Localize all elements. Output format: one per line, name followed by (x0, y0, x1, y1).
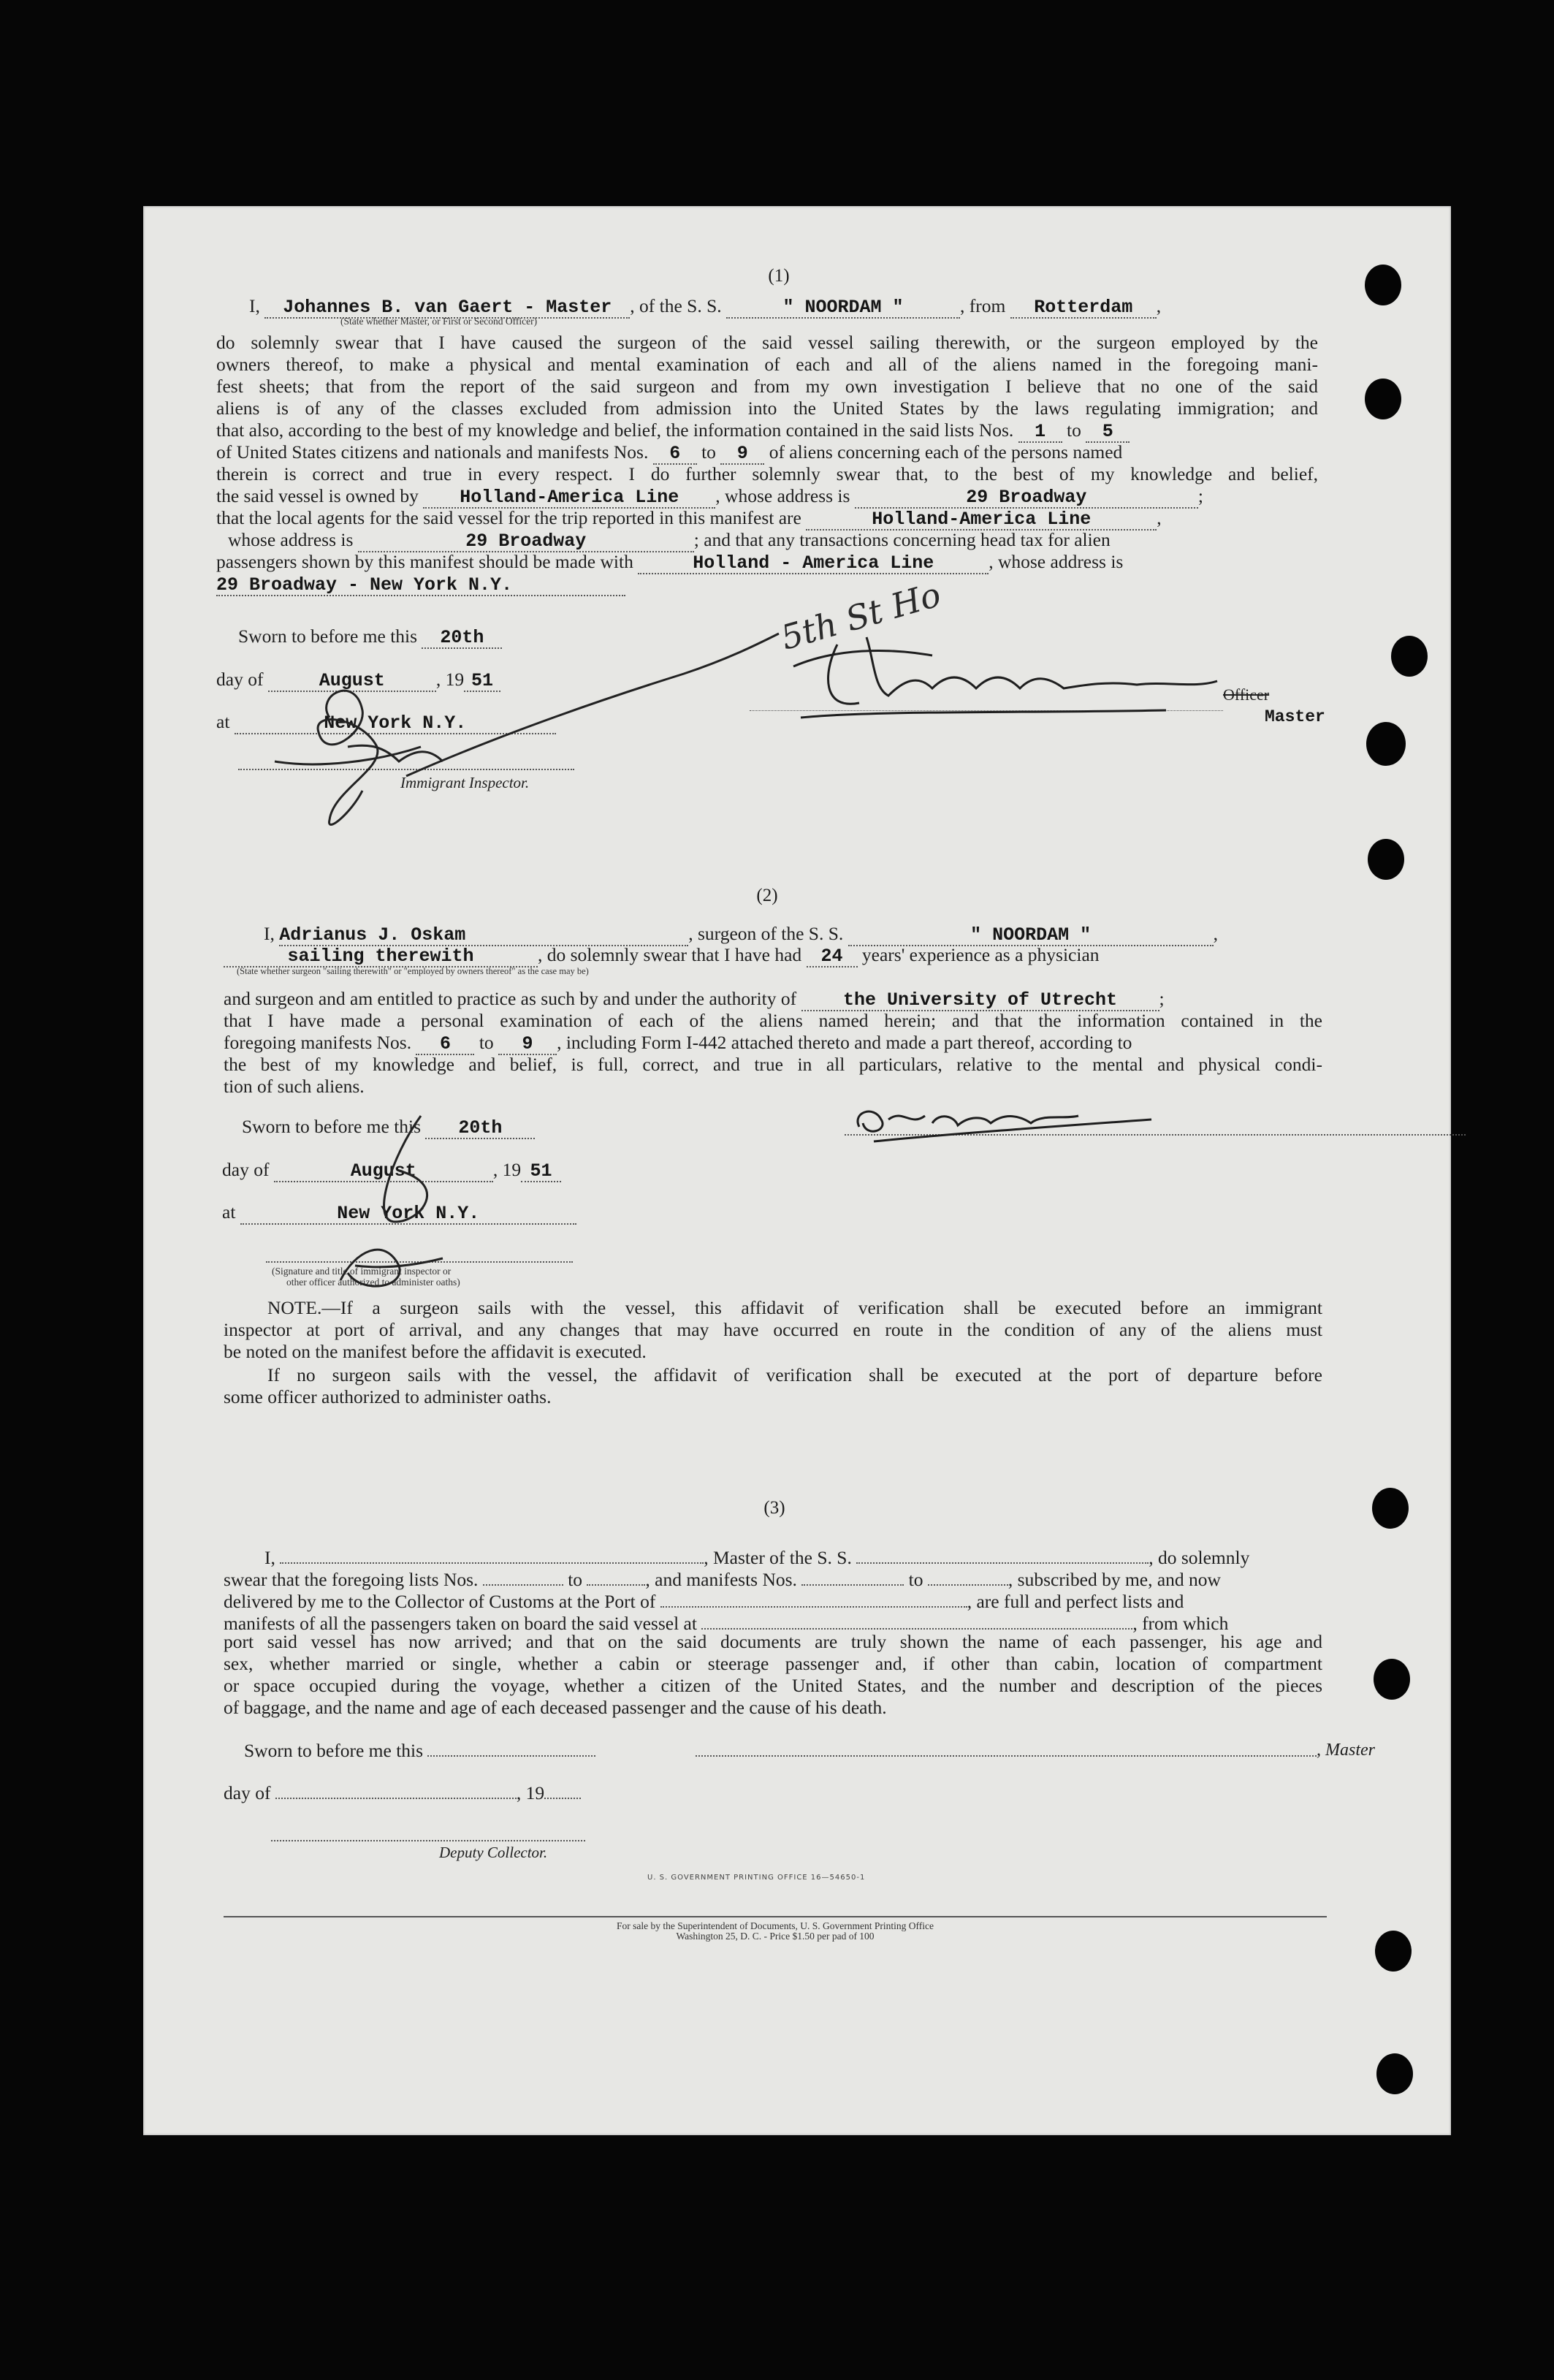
manifests-to-blank (928, 1565, 1008, 1586)
master-label-3: , Master (1317, 1741, 1375, 1760)
binder-hole-1 (1365, 265, 1401, 305)
master-blank-3 (280, 1543, 704, 1564)
agents-address-field: 29 Broadway (358, 532, 694, 552)
manifest-page: (1) I, Johannes B. van Gaert - Master , of the S. S. " NOORDAM " , from Rotterdam , (State whether Master, or First or Second Officer) do solemnly swear that I have caused the surgeon of the said vessel sailing therewith, or the surgeon employed by the owners thereof, to make a physical and mental examination of each and all of the aliens named in the foregoing mani- fest sheets; that from the report of the said surgeon and from my own investigation I believe that no one of the said aliens is of any of the classes excluded from admission into the United States by the laws regulating immigration; and that also, according to the best of my knowledge and belief, the information contained in the said lists Nos. 1 to 5 of United States citizens and nationals and manifests Nos. 6 to 9 of aliens concerning each of the persons named therein is correct and true in every respect. I do further solemnly swear that, to the best of my knowledge and belief, the said vessel is owned by Holland-America Line , whose address is 29 Broadway ; that the local agents for the said vessel for the trip reported in this manifest are Holland-America Line , whose address is 29 Broadway ; and that any transactions concerning head tax for alien passengers shown by this manifest should be made with Holland - America Line , whose address is 29 Broadway - New York N.Y. Sworn to before me this 20th day of August , 19 51 at New York N.Y. Immigrant Inspector. Officer Master 5th St Ho (2) I, Adrianus J. Oskam , surgeon of the S. S. " NOORDAM " , sailing therewith , do solemnly swear that I have had 24 years' experience as a physician (State whether surgeon "sailing therewith" or "employed by owners thereof" as the case may be) and surgeon and am entitled to practice as such by and under the authority of the University of Utrecht ; that I have made a personal examination of each of the aliens named herein; and that the information contained in the foregoing manifests Nos. 6 to 9 , including Form I-442 attached thereto and made a part thereof, according to the best of my knowledge and belief, is full, correct, and true in all particulars, relative to the mental and physical condi- tion of such aliens. Sworn to before me this 20th day of August , 19 51 at New York N.Y. (Signature and title of immigrant inspector or other officer authorized to administer oaths) NOTE.—If a surgeon sails with the vessel, this affidavit of verification shall be executed before an immigrant inspector at port of arrival, and any changes that may have occurred en route in the condition of any of the aliens must be noted on the manifest before the affidavit is executed. If no surgeon sails with the vessel, the affidavit of verification shall be executed at the port of departure before some officer authorized to administer oaths. (3) I, , Master of the S. S. , do solemnly swear that the foregoing lists Nos. to , and manifests Nos. to , subscribed by me, and now delivered by me to the Collector of Customs at the Port of , are full and perfect lists and manifests of all the passengers taken on board the said vessel at , from which port said vessel has now arrived; and that on the said documents are truly shown the name of each passenger, his age and sex, whether married or single, whether a cabin or steerage passenger and, if other than cabin, location of compartment or space occupied during the voyage, whether a citizen of the United States, and the number and description of the pieces of baggage, and the name and age of each deceased passenger and the cause of his death. Sworn to before me this , Master day of , 19 Deputy Collector. U. S. GOVERNMENT PRINTING OFFICE 16—54650-1 For sale by the Superintendent of Documents, U. S. Government Printing Office Washington 25, D. C. - Price $1.50 per pad of 100 (143, 206, 1451, 2135)
master-signature (829, 637, 1217, 704)
section-2-number: (2) (756, 886, 778, 905)
lists-from-blank (483, 1565, 563, 1586)
month-2: August (274, 1162, 493, 1182)
manifests-from-blank (801, 1565, 904, 1586)
headtax-address-field: 29 Broadway - New York N.Y. (216, 576, 625, 596)
owner-address-field: 29 Broadway (855, 488, 1198, 509)
annotation-stroke (406, 634, 779, 776)
year-1: 51 (464, 672, 500, 692)
binder-hole-9 (1376, 2053, 1413, 2094)
inspector-signature-2 (340, 1116, 443, 1286)
sale-line-1: For sale by the Superintendent of Documents, U. S. Government Printing Office (617, 1920, 934, 1931)
manifests-to: 9 (720, 444, 764, 465)
signatures-section-2 (143, 1046, 1451, 1339)
sailing-note: (State whether surgeon "sailing therewith" or "employed by owners thereof" as the case may be) (237, 966, 589, 976)
inspector-signature-1 (318, 691, 378, 824)
vessel-name-field: " NOORDAM " (726, 298, 960, 319)
vessel-name-field-2: " NOORDAM " (848, 926, 1214, 946)
master-line: I, Johannes B. van Gaert - Master , of the S. S. " NOORDAM " , from Rotterdam , (249, 295, 1162, 318)
month-1: August (268, 672, 436, 692)
place-2: New York N.Y. (240, 1204, 576, 1225)
inspector-title: Immigrant Inspector. (400, 774, 530, 791)
gpo-imprint: U. S. GOVERNMENT PRINTING OFFICE 16—54650-1 (647, 1874, 866, 1882)
officer-struck: Officer (1223, 685, 1270, 704)
years-field: 24 (807, 947, 858, 967)
port-blank (660, 1587, 967, 1608)
section-1-sworn: Sworn to before me this 20th (238, 626, 750, 647)
section-2: I, Adrianus J. Oskam , surgeon of the S. S. " NOORDAM " , (264, 923, 1219, 946)
section-1-body: do solemnly swear that I have caused the surgeon of the said vessel sailing therewith, or the surgeon employed by the owners thereof, to make a physical and mental examination of each and all of the aliens named in the foregoing mani- fest sheets; that from the report of the said surgeon and from my own investigation I believe that no one of the said aliens is of any of the classes excluded from admission into the United States by the laws regulating immigration; and that also, according to the best of my knowledge and belief, the information contained in the said lists Nos. 1 to 5 of United States citizens and nationals and manifests Nos. 6 to 9 of aliens concerning each of the persons named therein is correct and true in every respect. I do further solemnly swear that, to the best of my knowledge and belief, the said vessel is owned by Holland-America Line , whose address is 29 Broadway ; that the local agents for the said vessel for the trip reported in this manifest are Holland-America Line , whose address is 29 Broadway ; and that any transactions concerning head tax for alien passengers shown by this manifest should be made with Holland - America Line , whose address is 29 Broadway - New York N.Y. (216, 332, 1318, 596)
binder-hole-2 (1365, 379, 1401, 419)
note-line-1: NOTE.—If a surgeon sails with the vessel, this affidavit of verification shall be executed before an immigrant (267, 1297, 1322, 1318)
lists-from: 1 (1018, 422, 1062, 443)
deputy-collector: Deputy Collector. (439, 1844, 548, 1861)
master-stamp: Master (1265, 707, 1325, 726)
binder-hole-6 (1372, 1488, 1409, 1529)
section-3-number: (3) (763, 1498, 785, 1518)
lists-to: 5 (1086, 422, 1130, 443)
manifests-from-2: 6 (416, 1035, 474, 1055)
lists-to-blank (587, 1565, 645, 1586)
surgeon-name-field: Adrianus J. Oskam (279, 926, 688, 946)
surgeon-signature (858, 1111, 1151, 1141)
section-3-sworn: Sworn to before me this (244, 1736, 755, 1758)
authority-field: the University of Utrecht (801, 991, 1159, 1011)
agents-field: Holland-America Line (806, 510, 1157, 531)
manifests-from: 6 (653, 444, 697, 465)
place-1: New York N.Y. (235, 714, 556, 734)
binder-hole-3 (1391, 636, 1428, 677)
sig-note-1: (Signature and title of immigrant inspector or (272, 1266, 452, 1277)
binder-hole-8 (1375, 1931, 1412, 1972)
from-port-field: Rotterdam (1010, 298, 1157, 319)
master-state-note: (State whether Master, or First or Second Officer) (340, 316, 538, 327)
section-1-number: (1) (768, 266, 790, 286)
note-block: NOTE.—If a surgeon sails with the vessel, this affidavit of verification shall be executed before an immigrant inspector at port of arrival, and any changes that may have occurred en route in the condition of any of the aliens must be noted on the manifest before the affidavit is executed. If no surgeon sails with the vessel, the affidavit of verification shall be executed at the port of departure before some officer authorized to administer oaths. (224, 1297, 1322, 1407)
binder-hole-7 (1374, 1659, 1410, 1700)
section-3: I, , Master of the S. S. , do solemnly swear that the foregoing lists Nos. to , and manifests Nos. to , subscribed by me, and now delivered by me to the Collector of Customs at the Port of , are full and perfect lists and manifests of all the passengers taken on board the said vessel at , from which (224, 1543, 1378, 1631)
headtax-agent-field: Holland - America Line (638, 554, 989, 574)
owner-field: Holland-America Line (423, 488, 715, 509)
binder-hole-4 (1366, 722, 1406, 766)
binder-hole-5 (1368, 839, 1404, 880)
section-2-sworn: Sworn to before me this 20th (242, 1116, 753, 1138)
master-name-field: Johannes B. van Gaert - Master (264, 298, 630, 319)
ss-label: S. S. (687, 295, 722, 316)
sworn-day-1: 20th (422, 628, 502, 649)
section-2-body: and surgeon and am entitled to practice as such by and under the authority of the University of Utrecht ; that I have made a personal examination of each of the aliens named herein; and that the information contained in the foregoing manifests Nos. 6 to 9 , including Form I-442 attached thereto and made a part thereof, according to the best of my knowledge and belief, is full, correct, and true in all particulars, relative to the mental and physical condi- tion of such aliens. (224, 988, 1322, 1097)
handwritten-annotation: 5th St Ho (776, 574, 945, 658)
port-boarded-blank (701, 1609, 1132, 1630)
sig-note-2: other officer authorized to administer oaths) (286, 1277, 460, 1288)
sailing-field: sailing therewith (224, 947, 538, 967)
manifests-to-2: 9 (498, 1035, 557, 1055)
vessel-blank-3 (856, 1543, 1149, 1564)
sale-line-2: Washington 25, D. C. - Price $1.50 per pad of 100 (676, 1931, 875, 1942)
year-2: 51 (521, 1162, 561, 1182)
sworn-day-2: 20th (425, 1119, 535, 1139)
